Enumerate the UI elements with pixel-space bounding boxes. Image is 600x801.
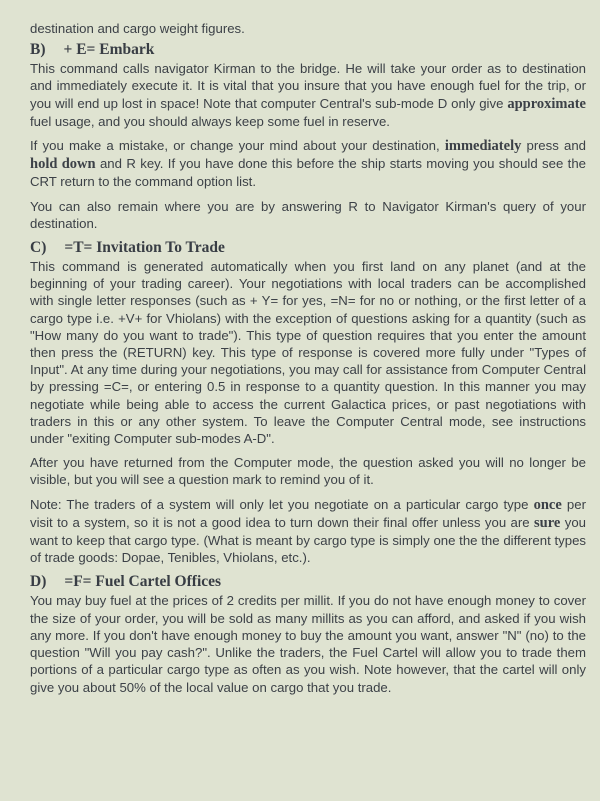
emphasis-approximate: approximate xyxy=(507,95,586,112)
paragraph: After you have returned from the Computer mode, the question asked you will no longer be visible, but you will see a question mark to remind you of it. xyxy=(30,455,586,488)
emphasis-hold-down: hold down xyxy=(30,156,96,173)
emphasis-once: once xyxy=(533,496,562,513)
text-run: fuel usage, and you should always keep some fuel in reserve. xyxy=(30,113,390,129)
section-letter: B) xyxy=(30,41,46,59)
section-title: =F= Fuel Cartel Offices xyxy=(64,573,222,591)
paragraph: You may buy fuel at the prices of 2 credits per millit. If you do not have enough money to cover the size of your order, you will be sold as many millits as you can afford, and asked if you wish any more. If you don't have enough money to buy the amount you want, answer "N" (no) to the question "Will you pay cash?". Unlike the traders, the Fuel Cartel will allow you to trade them portions of a particular cargo type as often as you wish. Note however, that the cartel will only give you about 50% of the local value on cargo that you trade. xyxy=(30,593,586,695)
paragraph xyxy=(30,137,586,191)
text-run: you want to keep that cargo type. (What is meant by cargo type is simply one the the different types of trade goods: Dopae, Tenibles, Vhiolans, etc.). xyxy=(30,514,586,566)
section-letter: D) xyxy=(30,573,47,591)
paragraph: You can also remain where you are by answering R to Navigator Kirman's query of your destination. xyxy=(30,198,586,231)
text-run: This command calls navigator Kirman to the bridge. He will take your order as to destination and immediately execute it. It is vital that you insure that you have enough fuel for the trip, or you will end up lost in space! Note that computer Central's sub-mode D only give xyxy=(30,61,586,111)
emphasis-sure: sure xyxy=(534,514,561,531)
section-heading-fuel xyxy=(30,573,586,591)
text-run: press and xyxy=(521,138,586,154)
section-letter: C) xyxy=(30,239,47,257)
text-run: Note: The traders of a system will only let you negotiate on a particular cargo type xyxy=(30,496,534,512)
paragraph xyxy=(30,496,586,567)
intro-line: destination and cargo weight figures. xyxy=(30,21,245,36)
section-title: + E= Embark xyxy=(63,41,155,59)
paragraph: This command is generated automatically when you first land on any planet (and at the beginning of your trading career). Your negotiations with local traders can be accomplished with single letter responses (such as + Y= for yes, =N= for no or nothing, or the first letter of a cargo type i.e. +V+ for Vhiolans) with the exception of questions asking for a quantity (such as "How many do you want to trade"). This type of question requires that you enter the amount then press the (RETURN) key. This type of response is covered more fully under "Types of Input". At any time during your negotiations, you may call for assistance from Computer Central by pressing =C=, or entering 0.5 in response to a quantity question. In this manner you may negotiate while being able to access the current Galactica prices, or past negotiations with traders in this or any other system. To leave the Computer Central mode, see instructions under "exiting Computer sub-modes A-D". xyxy=(30,259,586,447)
section-title: =T= Invitation To Trade xyxy=(64,239,225,257)
emphasis-immediately: immediately xyxy=(444,138,522,155)
section-embark xyxy=(30,41,586,232)
text-run: and R key. If you have done this before the ship starts moving you should see the CRT return to the command option list. xyxy=(30,156,586,190)
section-heading-trade xyxy=(30,239,586,257)
section-fuel xyxy=(30,573,586,695)
text-run: If you make a mistake, or change your mind about your destination, xyxy=(30,138,445,154)
section-trade xyxy=(30,239,586,566)
section-heading-embark xyxy=(30,41,586,59)
paragraph xyxy=(30,60,586,130)
text-run: per visit to a system, so it is not a good idea to turn down their final offer unless you are xyxy=(30,496,586,530)
